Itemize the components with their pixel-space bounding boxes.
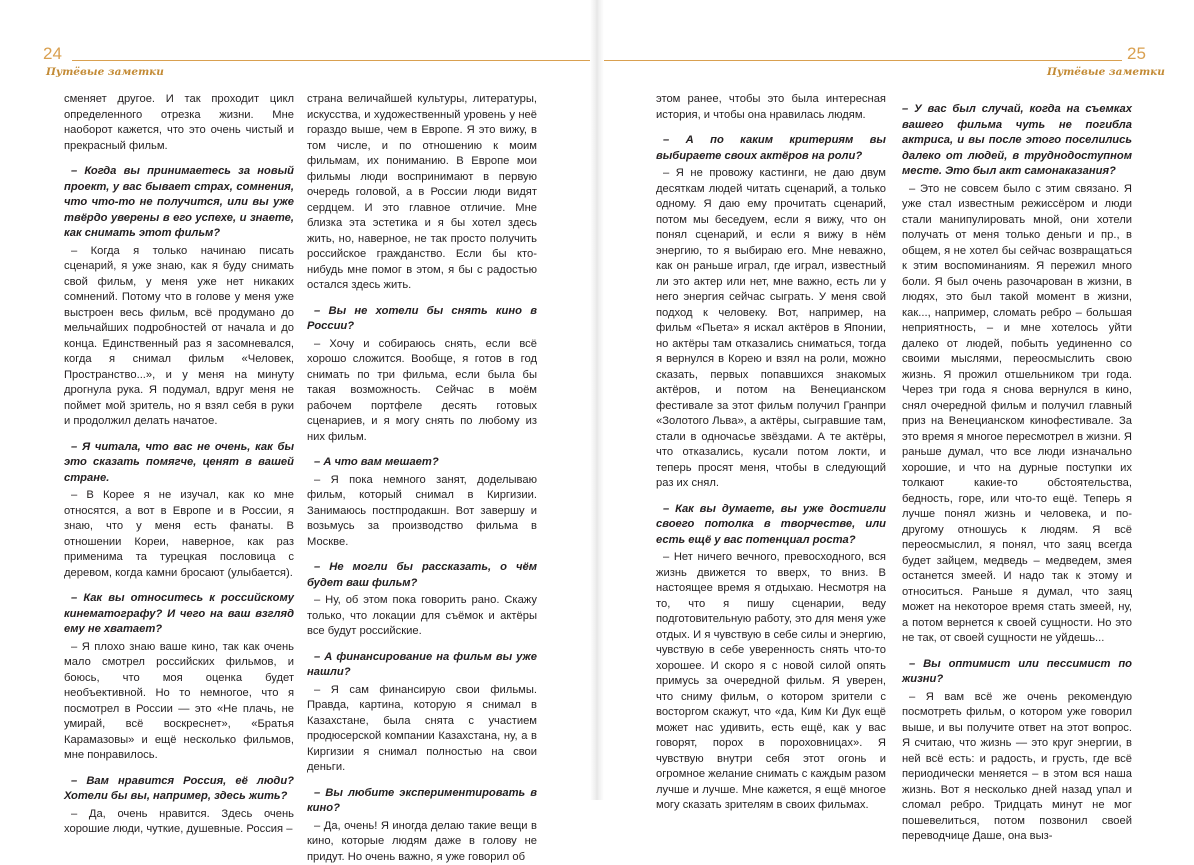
text-column-1 [64,92,294,838]
interview-answer: – Я вам всё же очень рекомендую посмотреть фильм, о котором уже говорил выше, и вы получите ответ на этот вопрос. Я считаю, что жизнь — это круг энергии, в ней всё есть: и радость, и грусть, где всё периодически меняется – в этом вся наша жизнь. Вот я несколько дней назад упал и сломал ребро. Тридцать минут не мог пошевелиться, потом позвонил своей переводчице Даше, она выз- [902,690,1132,845]
interview-question: – У вас был случай, когда на съемках вашего фильма чуть не погибла актриса, и вы после этого поселились далеко от людей, в труднодоступном месте. Это был акт самонаказания? [902,102,1132,180]
interview-answer: – Я не провожу кастинги, не даю двум десяткам людей читать сценарий, а только одному. Я даю ему прочитать сценарий, потом мы беседуем, если я вижу, что он понял сценарий, и если я вижу в нём энергию, то я выбираю его. Мне неважно, как он раньше играл, где играл, известный ли это актер или нет, мне важно, есть ли у него энергия сейчас сыграть. У меня свой подход к человеку. Вот, например, на фильм «Пьета» я искал актёров в Японии, но актёры там отказались сниматься, тогда я вернулся в Корею и взял на роли, можно сказать, первых попавшихся знакомых актёров, и потом на Венецианском фестивале за этот фильм получил Гранпри «Золотого Льва», а актёры, сыгравшие там, стали в одночасье звёздами. А те актёры, что отказались, кусали потом локти, и теперь просят меня, чтобы в следующий раз их снял. [656,166,886,492]
text-column-2 [307,92,537,865]
interview-answer: – Когда я только начинаю писать сценарий, я уже знаю, как я буду снимать свой фильм, у меня уже нет никаких сомнений. Потому что в голове у меня уже выстроен весь фильм, всё продумано до мельчайших подробностей от начала и до конца. Единственный раз я засомневался, когда я снимал фильм «Человек, Пространство...», и у меня на минуту дрогнула рука. Я подумал, вдруг меня не поймет мой зритель, но я взял себя в руки и продолжил делать начатое. [64,244,294,430]
page-number-right: 25 [1127,44,1146,64]
interview-question: – Вам нравится Россия, её люди? Хотели бы вы, например, здесь жить? [64,774,294,805]
interview-question: – Вы оптимист или пессимист по жизни? [902,657,1132,688]
interview-answer: – Я плохо знаю ваше кино, так как очень мало смотрел российских фильмов, и боюсь, что моя оценка будет необъективной. Но то немногое, что я посмотрел в России — это «Не плачь, не умирай, всё воскреснет», «Братья Карамазовы» и ещё несколько фильмов, мне понравилось. [64,640,294,764]
interview-answer: – Нет ничего вечного, превосходного, вся жизнь движется то вверх, то вниз. В настоящее время я отдыхаю. Несмотря на то, что я пишу сценарии, веду подготовительную работу, это для меня уже отдых. И я чувствую в себе силы и энергию, чувствую в себе уверенность снять что-то хорошее. И скоро я с новой силой опять примусь за очередной фильм. Я уверен, что сниму фильм, о котором зрители с восторгом скажут, что «да, Ким Ки Дук ещё может нас удивить, есть ещё, как у вас говорят, порох в пороховницах». Я чувствую внутри себя этот огонь и огромное желание снимать с каждым разом лучше и лучше. Мне кажется, я ещё многое могу сказать зрителям в своих фильмах. [656,550,886,814]
interview-answer: – Я сам финансирую свои фильмы. Правда, картина, которую я снимал в Казахстане, была снята с участием продюсерской компании Казахстана, ну, а в Киргизии я снимал полностью на свои деньги. [307,683,537,776]
interview-question: – Вы любите экспериментировать в кино? [307,786,537,817]
interview-question: – А по каким критериям вы выбираете своих актёров на роли? [656,133,886,164]
interview-answer: – Хочу и собираюсь снять, если всё хорошо сложится. Вообще, я готов в год снимать по три фильма, если была бы такая возможность. Сейчас в моём рабочем портфеле десять готовых сценариев, и я могу снять по любому из них фильм. [307,337,537,446]
interview-answer: сменяет другое. И так проходит цикл определенного отрезка жизни. Мне наоборот кажется, что это очень чистый и прекрасный фильм. [64,92,294,154]
interview-answer: – Я пока немного занят, доделываю фильм, который снимал в Киргизии. Занимаюсь постпродакшн. Вот завершу и возьмусь за производство фильма в Москве. [307,473,537,551]
running-title-right: Путёвые заметки [1047,66,1165,78]
interview-answer: – В Корее я не изучал, как ко мне относятся, а вот в Европе и в России, я знаю, что у меня есть фанаты. В отношении Кореи, наверное, как раз применима та турецкая пословица с деревом, когда камни бросают (улыбается). [64,488,294,581]
page-number-left: 24 [43,44,62,64]
interview-question: – Вы не хотели бы снять кино в России? [307,304,537,335]
interview-question: – Когда вы принимаетесь за новый проект, у вас бывает страх, сомнения, что что-то не получится, или вы уже твёрдо уверены в его успехе, и знаете, как снимать этот фильм? [64,164,294,242]
header-rule-right [597,60,1122,61]
text-column-4 [902,92,1132,845]
interview-question: – А финансирование на фильм вы уже нашли? [307,650,537,681]
interview-question: – Как вы думаете, вы уже достигли своего потолка в творчестве, или есть ещё у вас потенциал роста? [656,502,886,549]
spine-gutter [590,0,604,800]
interview-question: – Как вы относитесь к российскому кинематографу? И чего на ваш взгляд ему не хватает? [64,591,294,638]
interview-answer: этом ранее, чтобы это была интересная история, и чтобы она нравилась людям. [656,92,886,123]
header-rule-left [72,60,597,61]
interview-question: – Я читала, что вас не очень, как бы это сказать помягче, ценят в вашей стране. [64,440,294,487]
interview-answer: страна величайшей культуры, литературы, искусства, и художественный уровень у неё гораздо выше, чем в Европе. Я это вижу, в том числе, и по отношению к моим фильмам, их пониманию. В Европе мои фильмы люди воспринимают в первую очередь головой, а в России люди видят сердцем. И это главное отличие. Мне близка эта эстетика и я бы хотел здесь жить, но, наверное, не так просто получить российское гражданство. Если бы кто-нибудь мне помог в этом, я бы с радостью остался здесь жить. [307,92,537,294]
interview-question: – А что вам мешает? [307,455,537,471]
interview-question: – Не могли бы рассказать, о чём будет ваш фильм? [307,560,537,591]
left-page [0,0,597,800]
interview-answer: – Да, очень! Я иногда делаю такие вещи в кино, которые людям даже в голову не придут. Но очень важно, я уже говорил об [307,819,537,865]
interview-answer: – Ну, об этом пока говорить рано. Скажу только, что локации для съёмок и актёры все будут российские. [307,593,537,640]
interview-answer: – Это не совсем было с этим связано. Я уже стал известным режиссёром и люди стали манипулировать мной, они хотели получать от меня только деньги и пр., в общем, я не хотел бы сейчас возвращаться к этим воспоминаниям. Я пережил много боли. Я был очень разочарован в жизни, в людях, это был такой момент в жизни, как..., например, сломать ребро – большая неприятность, – и мне хотелось уйти далеко от людей, побыть уединенно со своими мыслями, переосмыслить свою жизнь. Я прожил отшельником три года. Через три года я снова вернулся в кино, снял очередной фильм и получил главный приз на Венецианском кинофестивале. За это время я многое пересмотрел в жизни. Я раньше думал, что все люди изначально хорошие, и что на дурные поступки их толкают какие-то обстоятельства, бедность, горе, или что-то ещё. Теперь я лучше понял жизнь и человека, и по-другому отношусь к людям. Я всё переосмыслил, я понял, что заяц всегда будет зайцем, медведь – медведем, змея останется змеей. И надо так к этому и относиться. Раньше я думал, что заяц может на некоторое время стать змеей, ну, а потом вернется к своей сущности. Но это не так, от своей сущности не уйдешь... [902,182,1132,647]
text-column-3 [656,92,886,814]
running-title-left: Путёвые заметки [46,66,164,78]
right-page [597,0,1194,800]
interview-answer: – Да, очень нравится. Здесь очень хорошие люди, чуткие, душевные. Россия – [64,807,294,838]
